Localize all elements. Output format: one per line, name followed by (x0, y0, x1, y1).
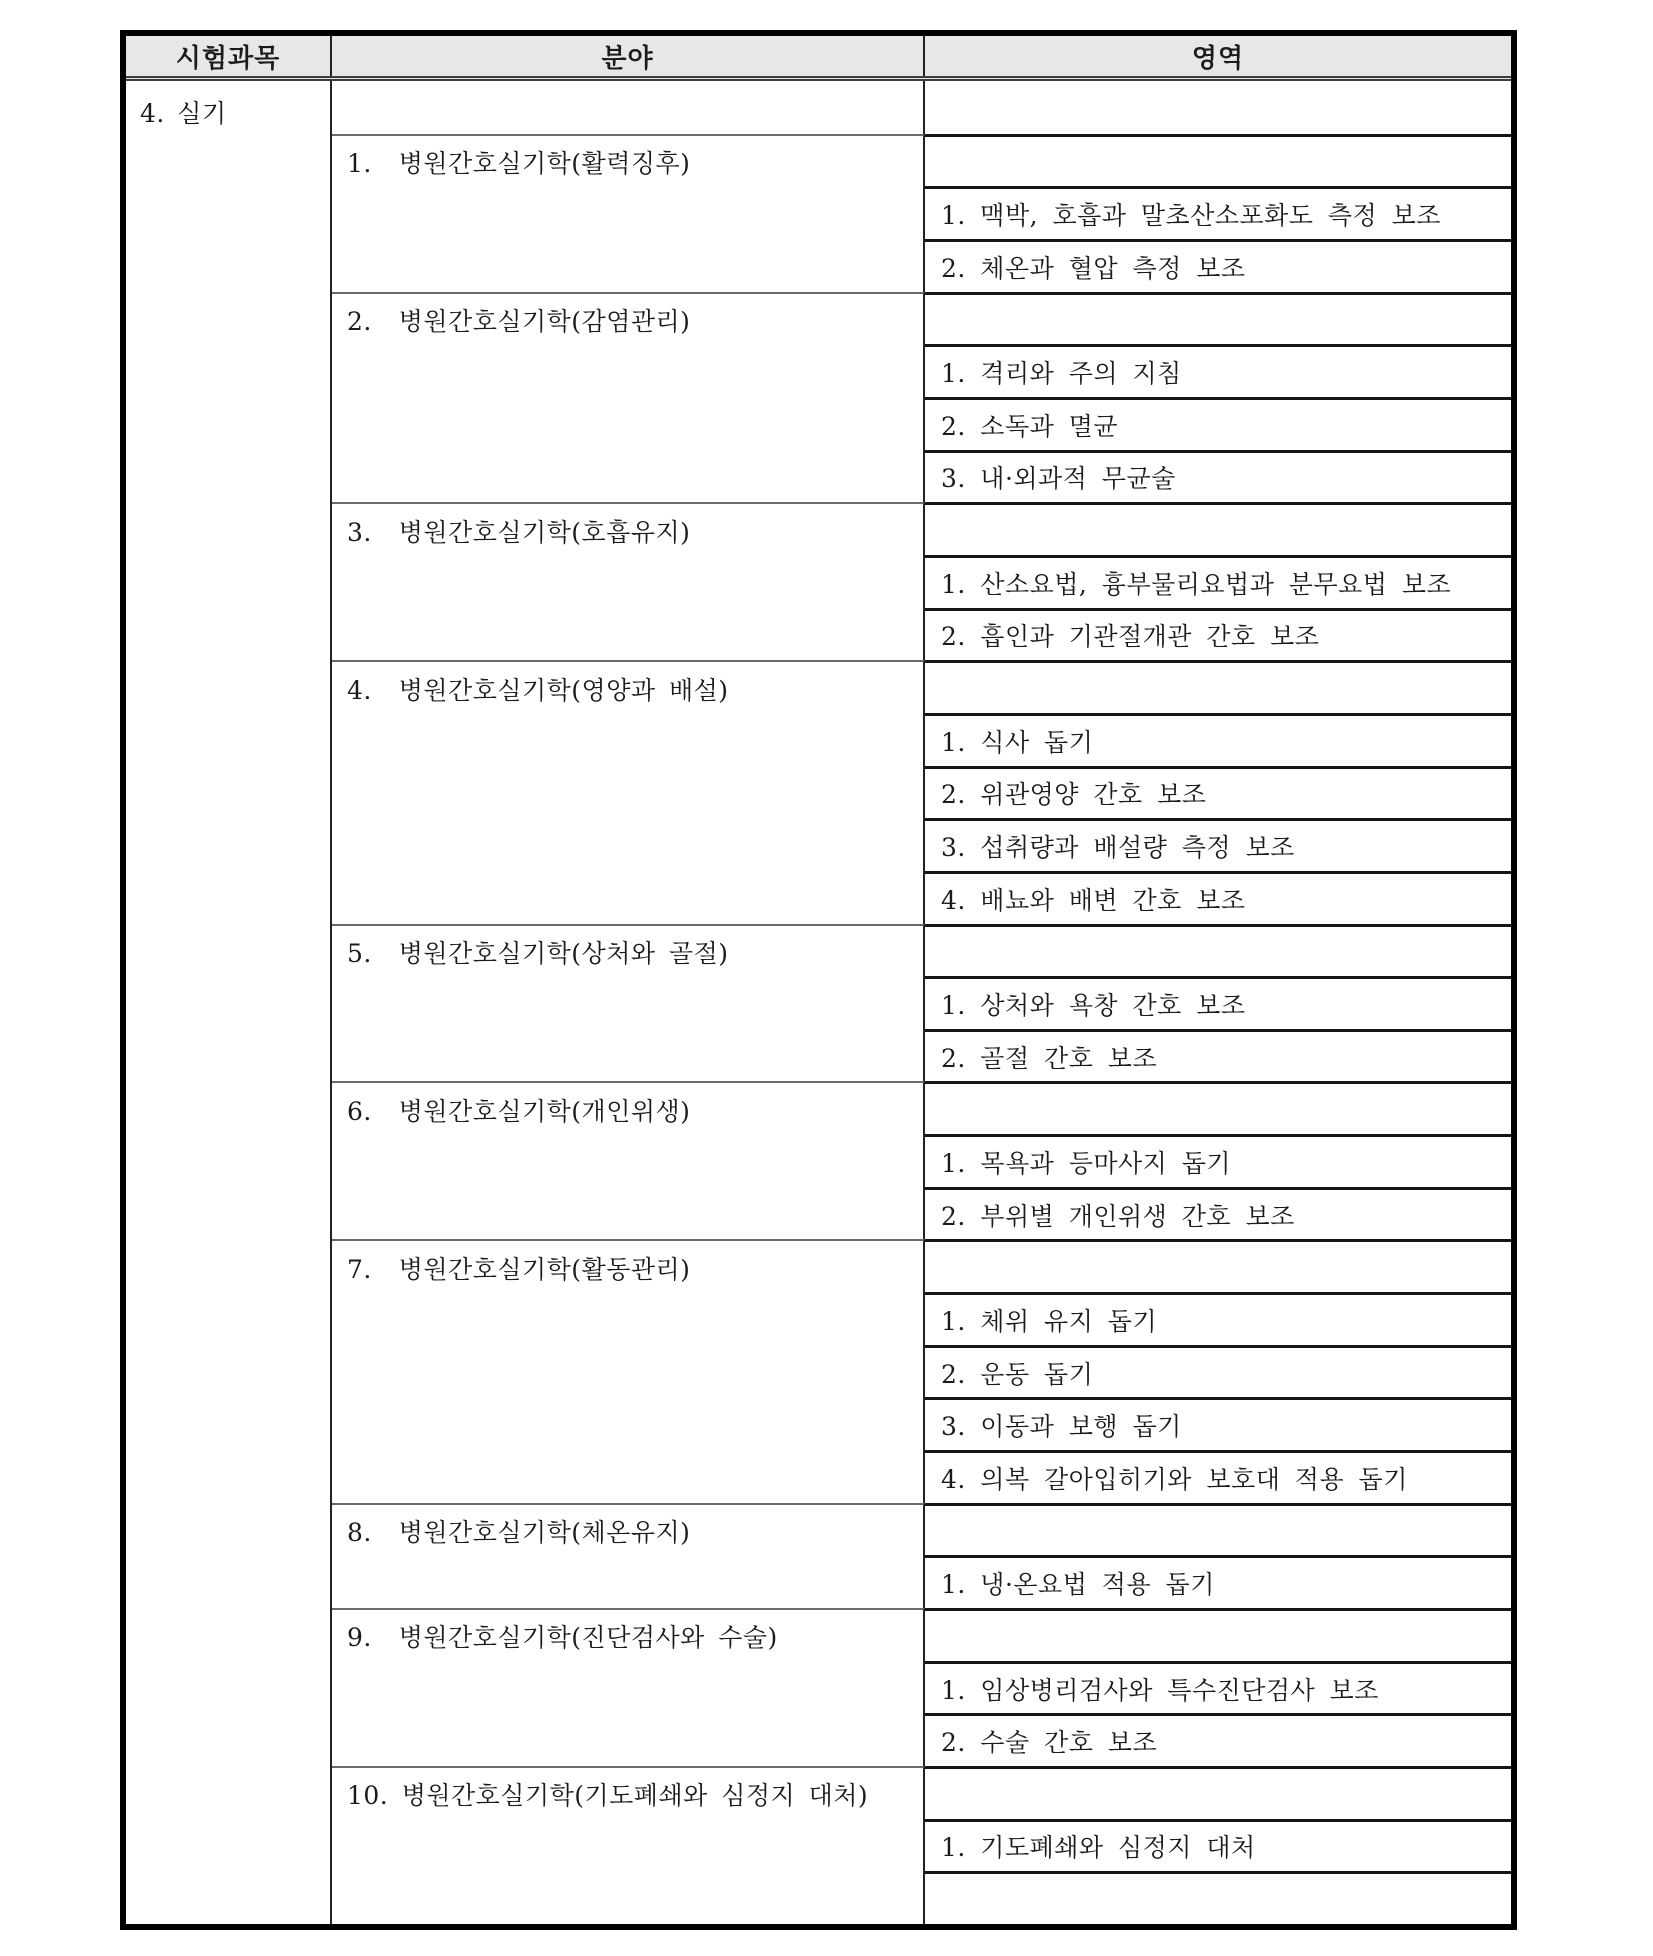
field-label: 8. 병원간호실기학(체온유지) (347, 1518, 691, 1548)
field-group (332, 292, 1511, 503)
area-rows (925, 292, 1511, 503)
area-rows (925, 502, 1511, 660)
area-cell: 4. 배뇨와 배변 간호 보조 (925, 871, 1511, 924)
field-cell (332, 1766, 925, 1924)
field-group (332, 134, 1511, 292)
field-area-column (332, 81, 1511, 1924)
area-cell: 1. 체위 유지 돕기 (925, 1292, 1511, 1345)
field-cell (332, 292, 925, 503)
field-group (332, 1503, 1511, 1608)
area-rows (925, 924, 1511, 1082)
area-cell (925, 292, 1511, 345)
field-cell (332, 1081, 925, 1239)
area-cell: 2. 소독과 멸균 (925, 397, 1511, 450)
area-cell: 2. 체온과 혈압 측정 보조 (925, 239, 1511, 292)
field-group (332, 924, 1511, 1082)
area-rows (925, 81, 1511, 134)
area-cell: 1. 격리와 주의 지침 (925, 344, 1511, 397)
area-cell (925, 1766, 1511, 1819)
area-cell: 2. 흡인과 기관절개관 간호 보조 (925, 608, 1511, 661)
area-cell: 2. 위관영양 간호 보조 (925, 766, 1511, 819)
field-cell (332, 924, 925, 1082)
area-cell (925, 660, 1511, 713)
field-group (332, 502, 1511, 660)
field-group (332, 1766, 1511, 1924)
area-rows (925, 134, 1511, 292)
area-cell (925, 1239, 1511, 1292)
field-group (332, 1608, 1511, 1766)
header-subject: 시험과목 (126, 36, 332, 76)
field-label (332, 81, 923, 134)
area-cell (925, 134, 1511, 187)
field-cell (332, 1608, 925, 1766)
header-area: 영역 (1191, 43, 1245, 74)
area-cell (925, 502, 1511, 555)
exam-subject-table (120, 30, 1517, 1930)
area-rows (925, 1503, 1511, 1608)
field-group (332, 660, 1511, 923)
area-cell: 2. 골절 간호 보조 (925, 1029, 1511, 1082)
area-cell: 1. 냉·온요법 적용 돕기 (925, 1555, 1511, 1608)
area-cell (925, 1608, 1511, 1661)
area-cell: 3. 내·외과적 무균술 (925, 450, 1511, 503)
field-cell (332, 1239, 925, 1502)
field-group (332, 1239, 1511, 1502)
subject-cell: 4. 실기 (126, 81, 332, 1924)
area-cell: 1. 임상병리검사와 특수진단검사 보조 (925, 1661, 1511, 1714)
field-group (332, 1081, 1511, 1239)
field-label: 5. 병원간호실기학(상처와 골절) (347, 938, 729, 968)
area-rows (925, 1239, 1511, 1502)
area-rows (925, 1608, 1511, 1766)
area-cell: 4. 의복 갈아입히기와 보호대 적용 돕기 (925, 1450, 1511, 1503)
field-cell (332, 660, 925, 923)
field-label: 7. 병원간호실기학(활동관리) (347, 1254, 691, 1284)
field-cell (332, 134, 925, 292)
area-cell: 1. 기도폐쇄와 심정지 대처 (925, 1819, 1511, 1872)
field-label: 2. 병원간호실기학(감염관리) (347, 306, 691, 336)
field-cell (332, 81, 925, 134)
area-cell: 1. 목욕과 등마사지 돕기 (925, 1134, 1511, 1187)
area-cell (925, 924, 1511, 977)
area-rows (925, 1081, 1511, 1239)
area-cell (925, 1871, 1511, 1924)
table-body (126, 81, 1511, 1924)
area-cell: 2. 운동 돕기 (925, 1345, 1511, 1398)
area-cell: 3. 이동과 보행 돕기 (925, 1397, 1511, 1450)
area-cell: 1. 상처와 욕창 간호 보조 (925, 976, 1511, 1029)
area-cell: 3. 섭취량과 배설량 측정 보조 (925, 818, 1511, 871)
area-cell (925, 1503, 1511, 1556)
field-label: 3. 병원간호실기학(호흡유지) (347, 517, 691, 547)
area-cell: 1. 맥박, 호흡과 말초산소포화도 측정 보조 (925, 186, 1511, 239)
table-header-row (126, 36, 1511, 81)
area-rows (925, 1766, 1511, 1924)
field-group (332, 81, 1511, 134)
field-label: 9. 병원간호실기학(진단검사와 수술) (347, 1623, 778, 1653)
area-cell: 1. 식사 돕기 (925, 713, 1511, 766)
field-label: 6. 병원간호실기학(개인위생) (347, 1096, 691, 1126)
header-field: 분야 (332, 36, 925, 76)
field-label: 10. 병원간호실기학(기도폐쇄와 심정지 대처) (347, 1781, 869, 1811)
field-label: 4. 병원간호실기학(영양과 배설) (347, 675, 729, 705)
area-cell (925, 81, 1511, 134)
area-cell: 2. 부위별 개인위생 간호 보조 (925, 1187, 1511, 1240)
area-cell: 1. 산소요법, 흉부물리요법과 분무요법 보조 (925, 555, 1511, 608)
area-cell: 2. 수술 간호 보조 (925, 1713, 1511, 1766)
field-label: 1. 병원간호실기학(활력징후) (347, 148, 691, 178)
field-cell (332, 1503, 925, 1608)
area-rows (925, 660, 1511, 923)
field-cell (332, 502, 925, 660)
area-cell (925, 1081, 1511, 1134)
